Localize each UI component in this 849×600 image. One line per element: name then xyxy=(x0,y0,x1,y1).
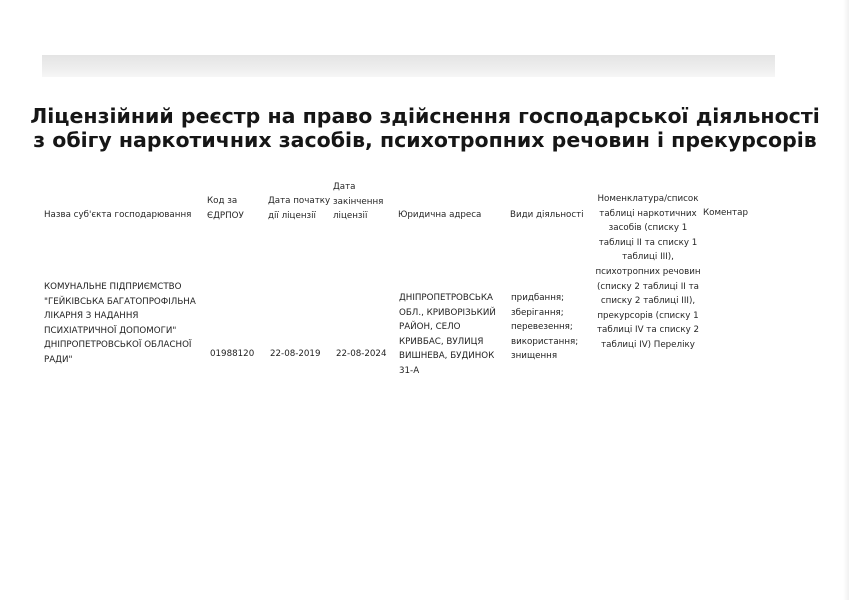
header-activities: Види діяльності xyxy=(510,210,584,220)
header-comment: Коментар xyxy=(703,208,748,218)
row-end-date: 22-08-2024 xyxy=(336,349,387,359)
header-code: Код за ЄДРПОУ xyxy=(207,196,244,221)
header-start-date: Дата початку дії ліцензії xyxy=(268,196,331,221)
header-nomenclature: Номенклатура/список таблиці наркотичних засобів (списку 1 таблиці II та списку 1 таблиці III), психотропних речовин (списку 2 таблиці II та списку 2 таблиці III), прекурсорів (списку 1 таблиці IV та списку 2 таблиці IV) Переліку xyxy=(595,194,701,350)
scan-shadow-band xyxy=(42,55,775,77)
page-edge xyxy=(843,0,849,600)
document-title: Ліцензійний реєстр на право здійснення господарської діяльності з обігу наркотичних засобів, психотропних речовин і прекурсорів xyxy=(30,104,820,152)
row-address: ДНІПРОПЕТРОВСЬКА ОБЛ., КРИВОРІЗЬКИЙ РАЙОН, СЕЛО КРИВБАС, ВУЛИЦЯ ВИШНЕВА, БУДИНОК 31-А xyxy=(399,293,496,376)
row-start-date: 22-08-2019 xyxy=(270,349,321,359)
header-address: Юридична адреса xyxy=(398,210,482,220)
row-name: КОМУНАЛЬНЕ ПІДПРИЄМСТВО "ГЕЙКІВСЬКА БАГАТОПРОФІЛЬНА ЛІКАРНЯ З НАДАННЯ ПСИХІАТРИЧНОЇ ДОПОМОГИ" ДНІПРОПЕТРОВСЬКОЇ ОБЛАСНОЇ РАДИ" xyxy=(44,282,196,365)
row-activities: придбання; зберігання; перевезення; використання; знищення xyxy=(511,293,579,362)
header-name: Назва суб'єкта господарювання xyxy=(44,210,192,220)
header-end-date: Дата закінчення ліцензії xyxy=(333,182,384,222)
row-code: 01988120 xyxy=(210,349,255,359)
